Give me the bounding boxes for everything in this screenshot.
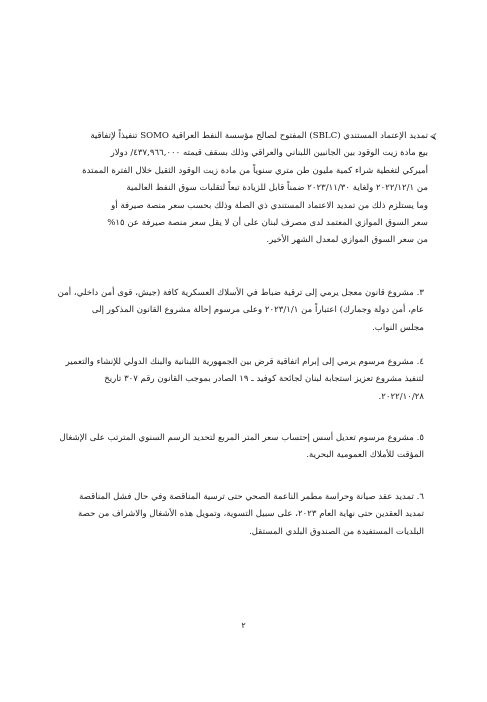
item-4-loan-agreement bbox=[58, 354, 424, 406]
text-line: سعر السوق الموازي المعتمد لدى مصرف لبنان على أن لا يقل سعر منصة صيرفة عن ١٥% bbox=[107, 218, 428, 229]
item-sblc-extension bbox=[62, 128, 428, 250]
item-6-landfill-contract bbox=[58, 489, 424, 541]
text-line: المؤقت للأملاك العمومية البحرية. bbox=[306, 450, 424, 461]
text-line: عام، أمن دولة وجمارك) اعتباراً من ٢٠٢٣/١/١ وعلى مرسوم إحالة مشروع القانون المذكور إلى bbox=[91, 305, 424, 316]
item-3-officers-promotion bbox=[58, 285, 424, 337]
text-line: لتنفيذ مشروع تعزيز استجابة لبنان لجائحة كوفيد ـ ١٩ الصادر بموجب القانون رقم ٣٠٧ تاريخ bbox=[104, 374, 424, 385]
text-line: تمديد الإعتماد المستندي (SBLC) المفتوح لصالح مؤسسة النفط العراقية SOMO تنفيذاً لإتفاقية bbox=[90, 131, 428, 141]
text-line: من سعر السوق الموازي لمعدل الشهر الأخير. bbox=[266, 235, 428, 246]
item-5-maritime-fees bbox=[58, 430, 424, 465]
text-line: من ٢٠٢٢/١٢/١ ولغاية ٢٠٢٣/١١/٣٠ ضمناً قابل للزيادة تبعاً لتقلبات سوق النفط العالمية bbox=[126, 183, 428, 194]
text-line: ٣. مشروع قانون معجل يرمي إلى ترقية ضباط في الأسلاك العسكرية كافة (جيش، قوى أمن داخلي، أمن bbox=[58, 288, 424, 298]
text-line: ٦. تمديد عقد صيانة وحراسة مطمر الناعمة الصحي حتى ترسية المناقصة وفي حال فشل المناقصة bbox=[79, 492, 424, 502]
text-line: تمديد العقدين حتى نهاية العام ٢٠٢٣، على سبيل التسوية، وتمويل هذه الأشغال والاشراف من حصة bbox=[78, 509, 424, 520]
text-line: وما يستلزم ذلك من تمديد الاعتماد المستندي ذي الصلة وذلك بحسب سعر منصة صيرفة أو bbox=[111, 200, 428, 211]
text-line: ٢٠٢٢/١٠/٢٨. bbox=[378, 391, 424, 402]
arrow-bullet-icon: ⮘ bbox=[430, 132, 437, 142]
text-line: ٥. مشروع مرسوم تعديل أسس إحتساب سعر المتر المربع لتحديد الرسم السنوي المترتب على الإشغال bbox=[59, 433, 424, 443]
page-number: ٢ bbox=[241, 621, 246, 630]
text-line: أميركي لتغطية شراء كمية مليون طن متري سنوياً من مادة زيت الوقود الثقيل خلال الفترة الممتدة bbox=[82, 165, 428, 176]
text-line: ٤. مشروع مرسوم يرمي إلى إبرام اتفاقية قرض بين الجمهورية اللبنانية والبنك الدولي للإنشاء والتعمير bbox=[65, 357, 424, 367]
text-line: مجلس النواب. bbox=[372, 322, 424, 333]
text-line: البلديات المستفيدة من الصندوق البلدي المستقل. bbox=[249, 526, 424, 537]
text-line: بيع مادة زيت الوقود بين الجانبين اللبناني والعراقي وذلك بسقف قيمته ٤٣٧,٩٦٦,٠٠٠/ دولار bbox=[110, 148, 428, 159]
